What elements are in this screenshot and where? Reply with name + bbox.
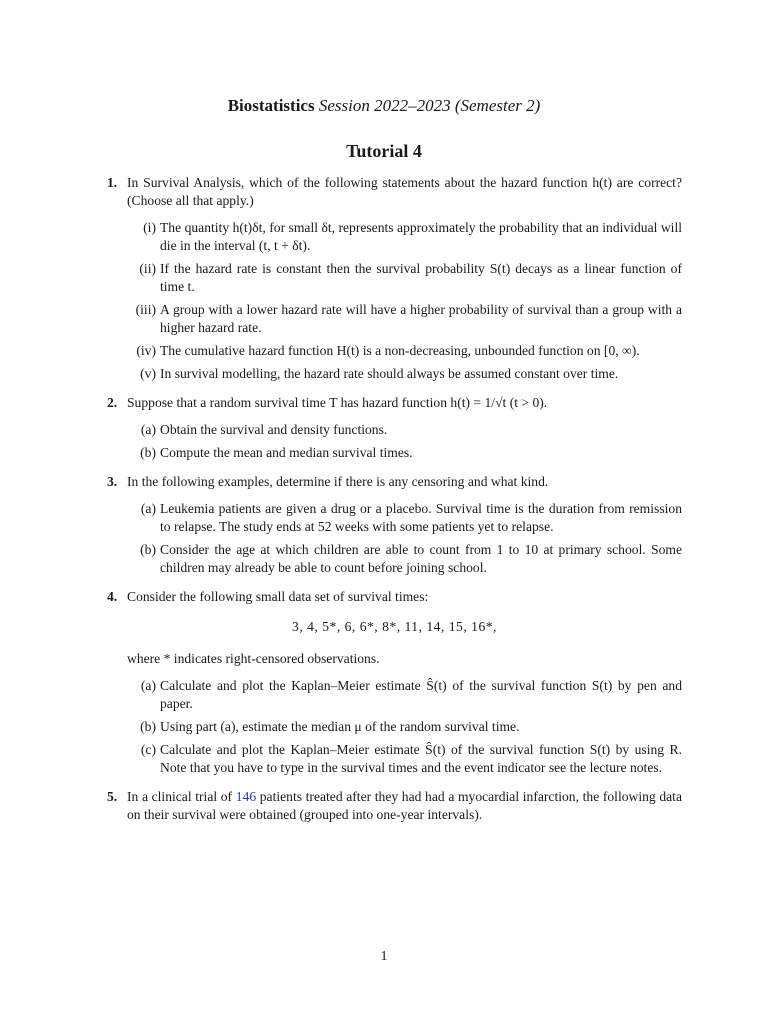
- text-post: patients treated after they had had a myocardial infarction, the following data on their survival were obtained (grouped into one-year intervals).: [127, 789, 682, 822]
- page-number: 1: [380, 949, 388, 964]
- list-item: [127, 260, 682, 296]
- question-2: [107, 394, 682, 462]
- course-session: Session 2022–2023 (Semester 2): [318, 96, 541, 115]
- item-label: (i): [143, 220, 156, 235]
- survival-times-data: 3, 4, 5*, 6, 6*, 8*, 11, 14, 15, 16*,: [292, 619, 497, 634]
- item-text: Compute the mean and median survival times.: [160, 445, 413, 460]
- question-text: In Survival Analysis, which of the following statements about the hazard function h(t) are correct? (Choose all that apply.): [127, 175, 682, 208]
- item-text: Consider the age at which children are able to count from 1 to 10 at primary school. Some children may already be able to count before joining school.: [160, 542, 682, 575]
- item-text: The quantity h(t)δt, for small δt, represents approximately the probability that an individual will die in the interval (t, t + δt).: [160, 220, 682, 253]
- censoring-note: where * indicates right-censored observations.: [127, 651, 380, 666]
- list-item: [127, 365, 682, 383]
- item-text: Calculate and plot the Kaplan–Meier estimate Ŝ(t) of the survival function S(t) by pen and paper.: [160, 678, 682, 711]
- item-text: If the hazard rate is constant then the survival probability S(t) decays as a linear function of time t.: [160, 261, 682, 294]
- item-text: The cumulative hazard function H(t) is a non-decreasing, unbounded function on [0, ∞).: [160, 343, 640, 358]
- item-label: (v): [140, 366, 156, 381]
- item-label: (b): [140, 719, 156, 734]
- question-5: [107, 788, 682, 824]
- list-item: [127, 677, 682, 713]
- item-label: (b): [140, 445, 156, 460]
- list-item: [127, 718, 682, 736]
- patient-count: 146: [235, 789, 257, 804]
- item-label: (a): [140, 422, 156, 437]
- list-item: [127, 741, 682, 777]
- item-label: (iv): [136, 343, 156, 358]
- item-text: Obtain the survival and density functions.: [160, 422, 388, 437]
- question-text: In the following examples, determine if there is any censoring and what kind.: [127, 474, 549, 489]
- list-item: [127, 301, 682, 337]
- item-text: In survival modelling, the hazard rate should always be assumed constant over time.: [160, 366, 619, 381]
- question-text: Consider the following small data set of survival times:: [127, 589, 429, 604]
- item-label: (a): [140, 678, 156, 693]
- question-number: 1.: [107, 175, 118, 190]
- list-item: [127, 342, 682, 360]
- question-number: 2.: [107, 395, 118, 410]
- question-number: 5.: [107, 789, 118, 804]
- question-number: 4.: [107, 589, 118, 604]
- item-label: (b): [140, 542, 156, 557]
- list-item: [127, 444, 682, 462]
- item-text: A group with a lower hazard rate will have a higher probability of survival than a group with a higher hazard rate.: [160, 302, 682, 335]
- list-item: [127, 541, 682, 577]
- list-item: [127, 421, 682, 439]
- list-item: [127, 500, 682, 536]
- question-list: [107, 174, 682, 835]
- list-item: [127, 219, 682, 255]
- item-label: (ii): [139, 261, 156, 276]
- course-subject: Biostatistics: [227, 96, 315, 115]
- item-label: (c): [140, 742, 156, 757]
- item-text: Leukemia patients are given a drug or a placebo. Survival time is the duration from remission to relapse. The study ends at 52 weeks with some patients yet to relapse.: [160, 501, 682, 534]
- question-1: [107, 174, 682, 383]
- question-3: [107, 473, 682, 577]
- text-pre: In a clinical trial of: [127, 789, 236, 804]
- item-text: Calculate and plot the Kaplan–Meier estimate Ŝ(t) of the survival function S(t) by using R. Note that you have to type in the survival times and the event indicator see the lecture notes.: [160, 742, 682, 775]
- tutorial-title: Tutorial 4: [346, 141, 422, 161]
- item-text: Using part (a), estimate the median μ of the random survival time.: [160, 719, 520, 734]
- item-label: (iii): [135, 302, 156, 317]
- question-number: 3.: [107, 474, 118, 489]
- item-label: (a): [140, 501, 156, 516]
- question-text: [127, 788, 682, 824]
- question-4: [107, 588, 682, 777]
- course-header: [0, 96, 768, 116]
- question-text: Suppose that a random survival time T has hazard function h(t) = 1/√t (t > 0).: [127, 395, 548, 410]
